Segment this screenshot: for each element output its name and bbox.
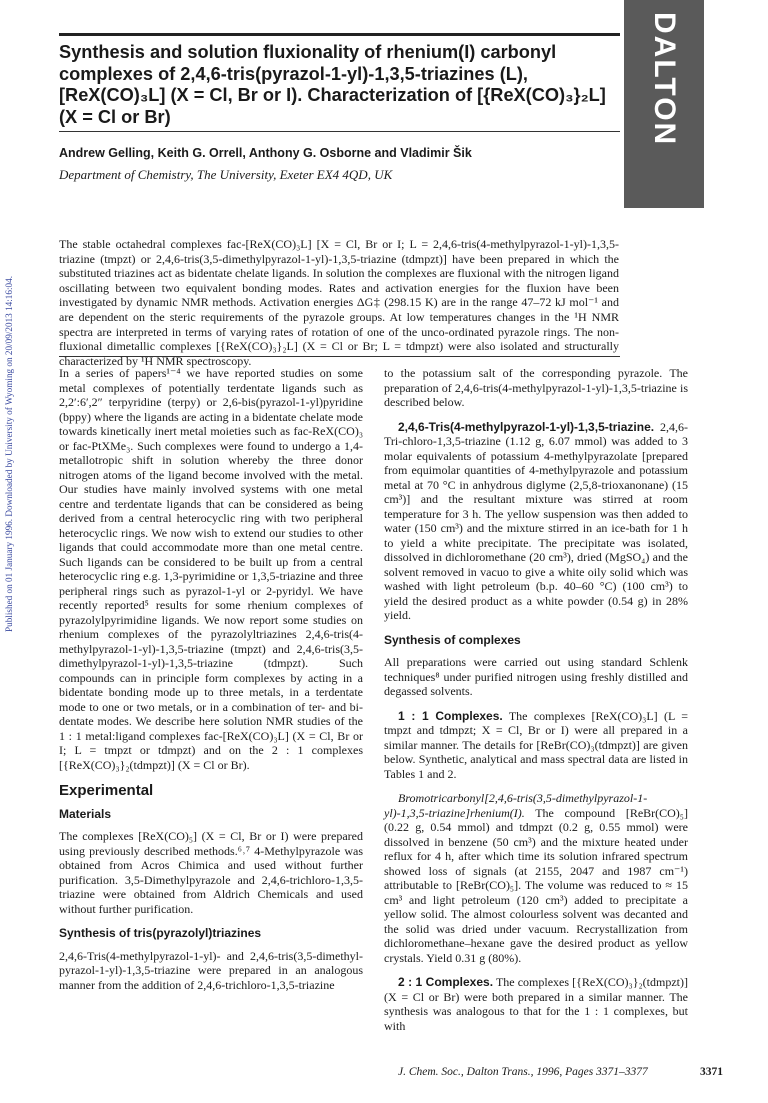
right-column bbox=[384, 366, 688, 1043]
tmpzt-runin-heading: 2,4,6-Tris(4-methylpyrazol-1-yl)-1,3,5-triazine. bbox=[398, 419, 655, 434]
title-rule-top bbox=[59, 33, 620, 36]
materials-paragraph: The complexes [ReX(CO)₅] (X = Cl, Br or I) were prepared using previously described methods.⁶˒⁷ 4-Methylpyrazole was obtained from Acros Chimica and used without further purification. 3,5-Dimethylpyrazole and 2,4,6-trichloro-1,3,5-triazine were obtained from Aldrich Chemicals and used without further purification. bbox=[59, 829, 363, 916]
synthesis-complexes-paragraph: All preparations were carried out using standard Schlenk techniques⁸ under purified nitrogen using freshly distilled and degassed solvents. bbox=[384, 655, 688, 698]
one-one-runin-heading: 1 : 1 Complexes. bbox=[398, 708, 503, 723]
journal-side-tab-label: DALTON bbox=[648, 12, 681, 147]
author-affiliation: Department of Chemistry, The University, Exeter EX4 4QD, UK bbox=[59, 167, 393, 182]
subsection-heading-synthesis-complexes: Synthesis of complexes bbox=[384, 632, 521, 647]
bromo-text: The compound [ReBr(CO)₅] (0.22 g, 0.54 mmol) and tdmpzt (0.2 g, 0.55 mmol) were dissolved in benzene (50 cm³) and the mixture heated under reflux for 4 h, after which time its solution infrared spectrum showed loss of signals (at 2155, 2047 and 1987 cm⁻¹) attributable to [ReBr(CO)₅]. The volume was reduced to ≈ 15 cm³ and light petroleum (120 cm³) added to precipitate a yellow solid. The almost colourless solvent was decanted and the solid was dried under vacuum. Recrystallization from dichloromethane–hexane gave the desired product as yellow crystals. Yield 0.31 g (80%). bbox=[384, 805, 688, 965]
one-one-paragraph bbox=[384, 709, 688, 782]
one-one-text: The complexes [ReX(CO)₃L] (L = tmpzt and tdmpzt; X = Cl, Br or I) were all prepared in a similar manner. The details for [ReBr(CO)₃(tdmpzt)] are given below. Synthetic, analytical and mass spectral data are listed in Tables 1 and 2. bbox=[384, 708, 688, 781]
intro-paragraph: In a series of papers¹⁻⁴ we have reported studies on some metal complexes of potentially terdentate ligands such as 2,2′:6′,2″ terpyridine (terpy) or 2,6-bis(pyrazol-1-yl)pyridine (bppy) where the ligands are acting in a bidentate chelate mode towards kinetically inert metal moieties such as fac-ReX(CO)₃ or fac-PtXMe₃. Such complexes were found to undergo a 1,4-metallotropic shift in solution whereby the three donor nitrogen atoms of the ligand become involved with the metal. Our studies have mainly involved systems with one metal centre and terdentate ligands that can be considered as being derived from a central heterocyclic ring with two peripheral heterocyclic rings. We now wish to extend our studies to other ligands that could accommodate more than one metal centre. Such ligands can be considered to be built up from a central heterocyclic ring e.g. 1,3-pyrimidine or 1,3,5-triazine and three peripheral rings such as pyrazol-1-yl or 2-pyridyl. We have recently reported⁵ results for some rhenium complexes of pyrazolylpyrimidine ligands. We now report some studies on rhenium complexes of the pyrazolyltriazines 2,4,6-tris(4-methylpyrazol-1-yl)-1,3,5-triazine (tmpzt) and 2,4,6-tris(3,5-dimethylpyrazol-1-yl)-1,3,5-triazine (tdmpzt). Such compounds can in principle form complexes by acting in a bidentate bonding mode up to three metals, in a terdentate mode to one or two metals, or in a combination of ter- and bi-dentate modes. We describe here solution NMR studies of the 1 : 1 metal:ligand complexes fac-[ReX(CO)₃L] (X = Cl, Br or I; L = tmpzt or tdmpzt) and on the 2 : 1 complexes [{ReX(CO)₃}₂(tdmpzt)] (X = Cl or Br). bbox=[59, 366, 363, 772]
two-one-text: The complexes [{ReX(CO)₃}₂(tdmpzt)] (X = Cl or Br) were both prepared in a similar manner. The synthesis was analogous to that for the 1 : 1 complexes, but with bbox=[384, 975, 688, 1033]
title-rule-bottom bbox=[59, 131, 620, 132]
abstract-rule bbox=[59, 356, 620, 357]
subsection-heading-materials: Materials bbox=[59, 806, 112, 821]
section-heading-experimental: Experimental bbox=[59, 782, 154, 799]
subsection-heading-synthesis-tris: Synthesis of tris(pyrazolyl)triazines bbox=[59, 926, 262, 940]
author-list: Andrew Gelling, Keith G. Orrell, Anthony G. Osborne and Vladimir Šik bbox=[59, 146, 472, 160]
download-watermark: Published on 01 January 1996. Downloaded by University of Wyoming on 20/09/2013 14:16:04. bbox=[4, 275, 14, 632]
bromo-compound-name: Bromotricarbonyl[2,4,6-tris(3,5-dimethylpyrazol-1-yl)-1,3,5-triazine]rhenium(I). bbox=[384, 791, 648, 820]
page-number: 3371 bbox=[700, 1066, 723, 1078]
journal-citation: J. Chem. Soc., Dalton Trans., 1996, Pages 3371–3377 bbox=[398, 1066, 648, 1078]
synthesis-tris-paragraph: 2,4,6-Tris(4-methylpyrazol-1-yl)- and 2,4,6-tris(3,5-dimethyl-pyrazol-1-yl)-1,3,5-triazine were prepared in an analogous manner from the addition of 2,4,6-trichloro-1,3,5-triazine bbox=[59, 948, 363, 992]
tmpzt-paragraph bbox=[384, 420, 688, 623]
bromo-paragraph bbox=[384, 791, 688, 965]
continued-paragraph: to the potassium salt of the corresponding pyrazole. The preparation of 2,4,6-tris(4-methylpyrazol-1-yl)-1,3,5-triazine is described below. bbox=[384, 366, 688, 409]
article-title: Synthesis and solution fluxionality of rhenium(I) carbonyl complexes of 2,4,6-tris(pyrazol-1-yl)-1,3,5-triazines (L), [ReX(CO)₃L] (X = Cl, Br or I). Characterization of [{ReX(CO)₃}₂L] (X = Cl or Br) bbox=[59, 42, 606, 127]
two-one-paragraph bbox=[384, 975, 688, 1033]
abstract: The stable octahedral complexes fac-[ReX(CO)₃L] [X = Cl, Br or I; L = 2,4,6-tris(4-methylpyrazol-1-yl)-1,3,5-triazine (tmpzt) or 2,4,6-tris(3,5-dimethylpyrazol-1-yl)-1,3,5-triazine (tdmpzt)] have been prepared in which the substituted triazines act as bidentate chelate ligands. In solution the complexes are fluxional with the nitrogen ligand oscillating between two equivalent bonding modes. Rates and activation energies for the fluxion have been investigated by dynamic NMR methods. Activation energies ΔG‡ (298.15 K) are in the range 47–72 kJ mol⁻¹ and are dependent on the steric requirements of the pyrazole groups. At low temperatures changes in the ¹H NMR spectra are interpreted in terms of varying rates of rotation of one of the unco-ordinated pyrazole rings. The non-fluxional dimetallic complexes [{ReX(CO)₃}₂L] (X = Cl or Br; L = tdmpzt) were also isolated and structurally characterized by ¹H NMR spectroscopy. bbox=[59, 237, 619, 368]
two-one-runin-heading: 2 : 1 Complexes. bbox=[398, 975, 494, 989]
tmpzt-text: 2,4,6-Tri-chloro-1,3,5-triazine (1.12 g, 6.07 mmol) was added to 3 molar equivalents of potassium 4-methylpyrazolate [prepared from equimolar quantities of 4-methylpyrazole and potassium metal at 70 °C in anhydrous diglyme (2,5,8-trioxanonane) (15 cm³)] and the resultant mixture was stirred at room temperature for 3 h. The yellow suspension was then added to water (150 cm³) and the mixture stirred in an ice-bath for 1 h to yield a white precipitate. The precipitate was isolated, dissolved in dichloromethane (20 cm³), dried (MgSO₄) and the solvent removed in vacuo to give a white oily solid which was washed with light petroleum (b.p. 40–60 °C) (100 cm³) to yield the desired product as a white powder (0.54 g) in 28% yield. bbox=[384, 419, 688, 622]
left-column bbox=[59, 366, 363, 1002]
